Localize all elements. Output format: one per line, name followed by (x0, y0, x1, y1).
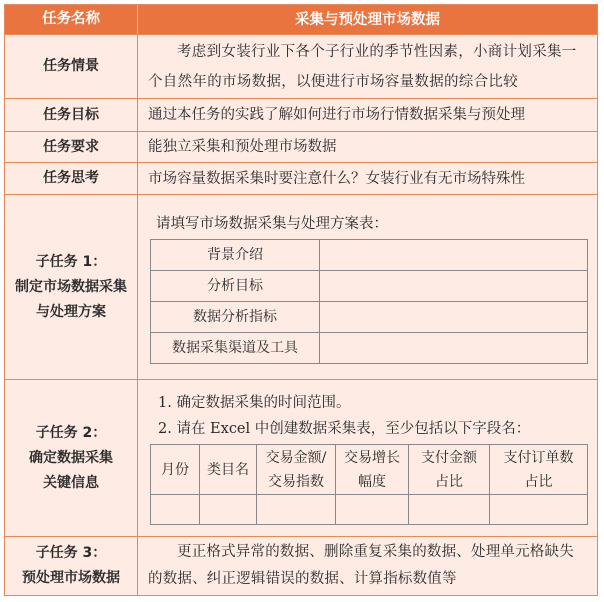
plan-row-channels: 数据采集渠道及工具 (151, 333, 320, 364)
plan-row-background: 背景介绍 (151, 240, 320, 271)
subtask-1-content (138, 195, 597, 379)
subtask-1-label-line2: 制定市场数据采集 (15, 278, 127, 295)
goal-label: 任务目标 (5, 99, 138, 131)
field-month-text: 月份 (161, 461, 189, 478)
row-requirement (5, 132, 597, 163)
plan-table (150, 239, 588, 364)
requirement-label: 任务要求 (5, 132, 138, 162)
subtask-2-label-line2: 确定数据采集 (29, 449, 113, 466)
empty-cell[interactable] (151, 495, 200, 525)
subtask-1-label-line3: 与处理方案 (36, 303, 106, 320)
plan-row-goal: 分析目标 (151, 271, 320, 302)
plan-cell-goal[interactable] (320, 271, 588, 302)
field-pay-amount (409, 445, 490, 495)
empty-cell[interactable] (409, 495, 490, 525)
empty-cell[interactable] (257, 495, 336, 525)
subtask-1-label (5, 195, 138, 379)
field-pay-amount-l1: 支付金额 (421, 449, 477, 466)
row-subtask-3 (5, 537, 597, 595)
row-scenario (5, 35, 597, 99)
requirement-text: 能独立采集和预处理市场数据 (148, 139, 337, 155)
field-trade-amount-l2: 交易指数 (268, 473, 324, 490)
subtask-2-content (138, 380, 597, 536)
empty-cell[interactable] (336, 495, 409, 525)
empty-cell[interactable] (200, 495, 257, 525)
header-task-name-label: 任务名称 (5, 5, 138, 34)
row-subtask-2 (5, 380, 597, 537)
fields-table (150, 444, 588, 525)
row-subtask-1 (5, 195, 597, 380)
subtask-1-label-line1: 子任务 1： (35, 253, 107, 270)
field-trade-growth (336, 445, 409, 495)
subtask-3-label-line2: 预处理市场数据 (22, 570, 120, 586)
header-task-name-value: 采集与预处理市场数据 (295, 11, 440, 28)
subtask-2-label-line1: 子任务 2： (35, 424, 107, 441)
plan-row-metrics: 数据分析指标 (151, 302, 320, 333)
goal-text: 通过本任务的实践了解如何进行市场行情数据采集与预处理 (148, 107, 525, 123)
table-header (5, 5, 597, 35)
subtask-3-label (5, 537, 138, 595)
empty-cell[interactable] (490, 495, 588, 525)
row-thinking (5, 163, 597, 195)
subtask-1-intro: 请填写市场数据采集与处理方案表： (156, 216, 388, 232)
plan-cell-channels[interactable] (320, 333, 588, 364)
subtask-2-item-1: 1. 确定数据采集的时间范围。 (158, 395, 351, 411)
subtask-3-text: 更正格式异常的数据、删除重复采集的数据、处理单元格缺失的数据、纠正逻辑错误的数据、计算指标数值等 (148, 544, 574, 587)
field-pay-amount-l2: 占比 (435, 473, 463, 490)
subtask-3-label-line1: 子任务 3： (35, 545, 107, 561)
subtask-2-item-2: 2. 请在 Excel 中创建数据采集表，至少包括以下字段名： (158, 421, 531, 437)
field-pay-orders-l1: 支付订单数 (503, 449, 574, 466)
plan-cell-metrics[interactable] (320, 302, 588, 333)
row-goal (5, 99, 597, 132)
field-trade-amount-l1: 交易金额/ (265, 449, 327, 466)
scenario-text: 考虑到女装行业下各个子行业的季节性因素，小商计划采集一个自然年的市场数据，以便进行市场容量数据的综合比较 (148, 44, 577, 90)
thinking-text: 市场容量数据采集时要注意什么？女装行业有无市场特殊性 (148, 170, 525, 187)
field-pay-orders-l2: 占比 (524, 473, 553, 490)
field-pay-orders (490, 445, 588, 495)
field-trade-amount (257, 445, 336, 495)
field-trade-growth-l1: 交易增长 (344, 449, 400, 466)
scenario-label: 任务情景 (5, 35, 138, 98)
subtask-2-label (5, 380, 138, 536)
field-trade-growth-l2: 幅度 (358, 473, 386, 490)
thinking-label: 任务思考 (5, 163, 138, 194)
task-table (4, 4, 598, 596)
field-category (200, 445, 257, 495)
subtask-2-label-line3: 关键信息 (43, 474, 99, 491)
field-category-text: 类目名 (207, 461, 249, 478)
field-month (151, 445, 200, 495)
plan-cell-background[interactable] (320, 240, 588, 271)
